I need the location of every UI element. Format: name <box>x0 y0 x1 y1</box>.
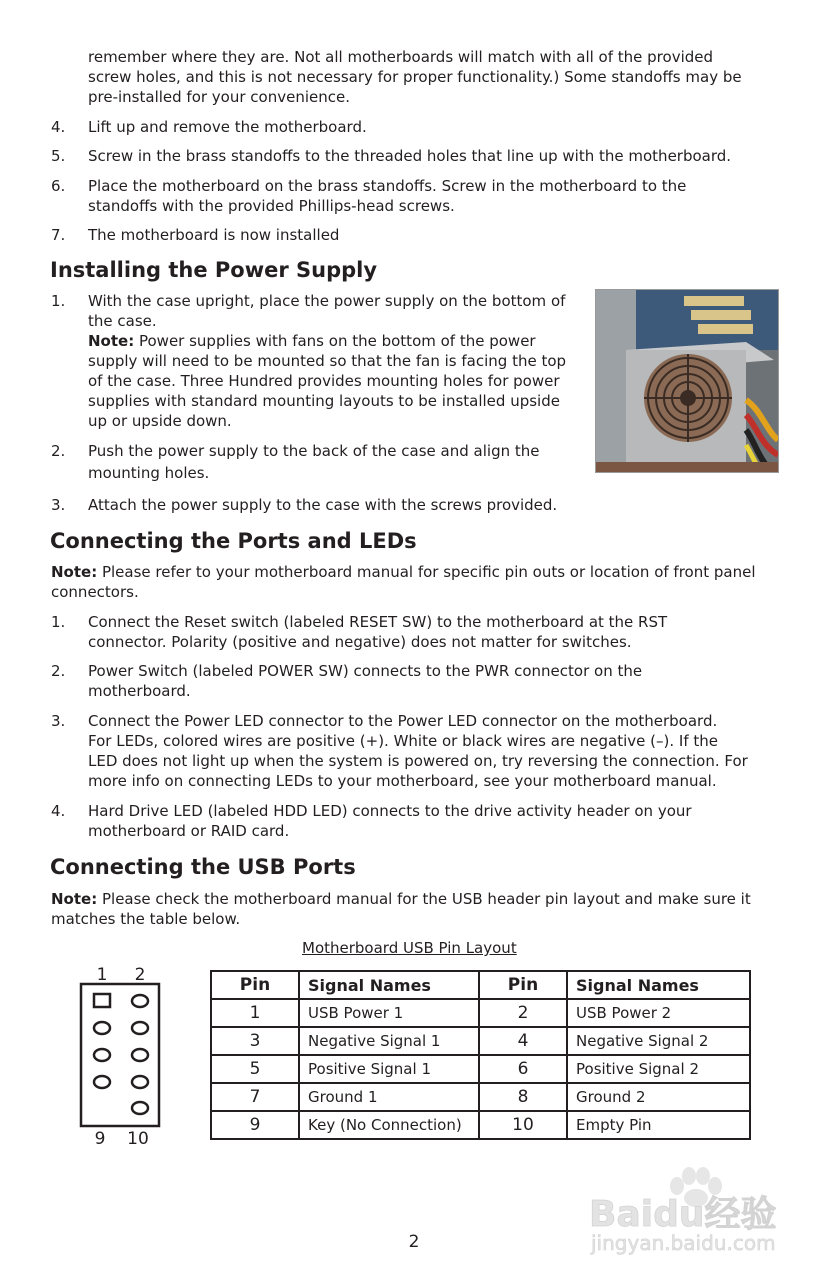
step-text: Place the motherboard on the brass standoffs. Screw in the motherboard to the <box>88 177 687 195</box>
usb-note-line-2: matches the table below. <box>51 910 241 928</box>
power-supply-photo <box>595 289 779 473</box>
signal-cell: USB Power 1 <box>299 999 479 1027</box>
step-text: mounting holes. <box>88 464 210 482</box>
header-signal-names: Signal Names <box>567 971 750 999</box>
pin-7 <box>94 1076 110 1088</box>
step-text: motherboard or RAID card. <box>88 822 290 840</box>
pin-label-bottom-right: 10 <box>127 1129 149 1149</box>
usb-pin-table <box>210 970 751 1140</box>
signal-cell: Positive Signal 1 <box>299 1055 479 1083</box>
pin-cell: 3 <box>211 1027 299 1055</box>
signal-cell: Ground 1 <box>299 1083 479 1111</box>
step-text: LED does not light up when the system is powered on, try reversing the connection. For <box>88 752 748 770</box>
step-number: 1. <box>51 292 66 310</box>
pin-label-bottom-left: 9 <box>94 1129 106 1149</box>
pin-3 <box>94 1022 110 1034</box>
step-text: Lift up and remove the motherboard. <box>88 118 367 136</box>
signal-cell: Positive Signal 2 <box>567 1055 750 1083</box>
step-text: Connect the Power LED connector to the Power LED connector on the motherboard. <box>88 712 718 730</box>
step-number: 4. <box>51 118 66 136</box>
step-text: The motherboard is now installed <box>88 226 340 244</box>
step-text: With the case upright, place the power supply on the bottom of <box>88 292 566 310</box>
signal-cell: Negative Signal 2 <box>567 1027 750 1055</box>
note-label: Note: <box>51 890 98 908</box>
psu-note-line-1 <box>88 331 536 351</box>
step-text: more info on connecting LEDs to your motherboard, see your motherboard manual. <box>88 772 717 790</box>
section-heading-usb: Connecting the USB Ports <box>50 855 356 879</box>
table-row <box>211 1027 750 1055</box>
note-text: Power supplies with fans on the bottom of the power <box>138 332 536 350</box>
table-header-row <box>211 971 750 999</box>
step-number: 2. <box>51 662 66 680</box>
header-signal-names: Signal Names <box>299 971 479 999</box>
pin-2 <box>132 995 148 1007</box>
section-heading-ports-leds: Connecting the Ports and LEDs <box>50 529 417 553</box>
step-text: the case. <box>88 312 157 330</box>
step-number: 5. <box>51 147 66 165</box>
signal-cell: Empty Pin <box>567 1111 750 1139</box>
pin-8 <box>132 1076 148 1088</box>
pin-cell: 8 <box>479 1083 567 1111</box>
usb-pin-header-diagram <box>62 962 182 1152</box>
page-number: 2 <box>408 1232 420 1252</box>
step-text: connector. Polarity (positive and negative) does not matter for switches. <box>88 633 632 651</box>
pin-label-top-left: 1 <box>96 965 108 985</box>
step-text: Attach the power supply to the case with the screws provided. <box>88 496 558 514</box>
pin-cell: 9 <box>211 1111 299 1139</box>
watermark-brand: Baidu经验 <box>589 1194 777 1235</box>
step-text: Push the power supply to the back of the case and align the <box>88 442 540 460</box>
pin-4 <box>132 1022 148 1034</box>
intro-continued-line-3: pre-installed for your convenience. <box>88 88 350 106</box>
step-number: 7. <box>51 226 66 244</box>
psu-note-line-2: supply will need to be mounted so that the fan is facing the top <box>88 352 567 370</box>
pin-cell: 5 <box>211 1055 299 1083</box>
note-label: Note: <box>51 563 98 581</box>
pin-cell: 2 <box>479 999 567 1027</box>
step-text: standoffs with the provided Phillips-head screws. <box>88 197 455 215</box>
psu-note-line-3: of the case. Three Hundred provides mounting holes for power <box>88 372 560 390</box>
table-row <box>211 1083 750 1111</box>
pin-cell: 1 <box>211 999 299 1027</box>
intro-continued-line-2: screw holes, and this is not necessary for proper functionality.) Some standoffs may be <box>88 68 742 86</box>
pin-5 <box>94 1049 110 1061</box>
signal-cell: Ground 2 <box>567 1083 750 1111</box>
note-text: Please refer to your motherboard manual for specific pin outs or location of front panel <box>97 563 756 581</box>
usb-table-caption: Motherboard USB Pin Layout <box>302 939 517 957</box>
step-text: Power Switch (labeled POWER SW) connects to the PWR connector on the <box>88 662 643 680</box>
pin-1-square <box>94 994 110 1007</box>
step-number: 6. <box>51 177 66 195</box>
step-number: 1. <box>51 613 66 631</box>
psu-note-line-5: up or upside down. <box>88 412 232 430</box>
step-number: 3. <box>51 712 66 730</box>
header-pin: Pin <box>211 971 299 999</box>
table-row <box>211 1111 750 1139</box>
signal-cell: Key (No Connection) <box>299 1111 479 1139</box>
psu-note-line-4: supplies with standard mounting layouts to be installed upside <box>88 392 560 410</box>
step-number: 3. <box>51 496 66 514</box>
intro-continued-line-1: remember where they are. Not all motherboards will match with all of the provided <box>88 48 714 66</box>
step-text: For LEDs, colored wires are positive (+). White or black wires are negative (–). If the <box>88 732 718 750</box>
step-text: motherboard. <box>88 682 191 700</box>
step-number: 2. <box>51 442 66 460</box>
ports-note-line-2: connectors. <box>51 583 139 601</box>
header-pin: Pin <box>479 971 567 999</box>
pin-cell: 7 <box>211 1083 299 1111</box>
usb-note-line-1 <box>51 889 751 909</box>
signal-cell: USB Power 2 <box>567 999 750 1027</box>
note-text: Please check the motherboard manual for the USB header pin layout and make sure it <box>101 890 751 908</box>
ports-note-line-1 <box>51 562 756 582</box>
note-label: Note: <box>88 332 135 350</box>
pin-label-top-right: 2 <box>134 965 146 985</box>
step-text: Hard Drive LED (labeled HDD LED) connects to the drive activity header on your <box>88 802 692 820</box>
section-heading-power-supply: Installing the Power Supply <box>50 258 378 282</box>
pin-6 <box>132 1049 148 1061</box>
table-row <box>211 1055 750 1083</box>
pin-10 <box>132 1102 148 1114</box>
pin-cell: 4 <box>479 1027 567 1055</box>
watermark-url: jingyan.baidu.com <box>591 1231 776 1255</box>
step-text: Screw in the brass standoffs to the threaded holes that line up with the motherboard. <box>88 147 732 165</box>
table-row <box>211 999 750 1027</box>
step-text: Connect the Reset switch (labeled RESET SW) to the motherboard at the RST <box>88 613 668 631</box>
signal-cell: Negative Signal 1 <box>299 1027 479 1055</box>
step-number: 4. <box>51 802 66 820</box>
pin-cell: 10 <box>479 1111 567 1139</box>
pin-cell: 6 <box>479 1055 567 1083</box>
